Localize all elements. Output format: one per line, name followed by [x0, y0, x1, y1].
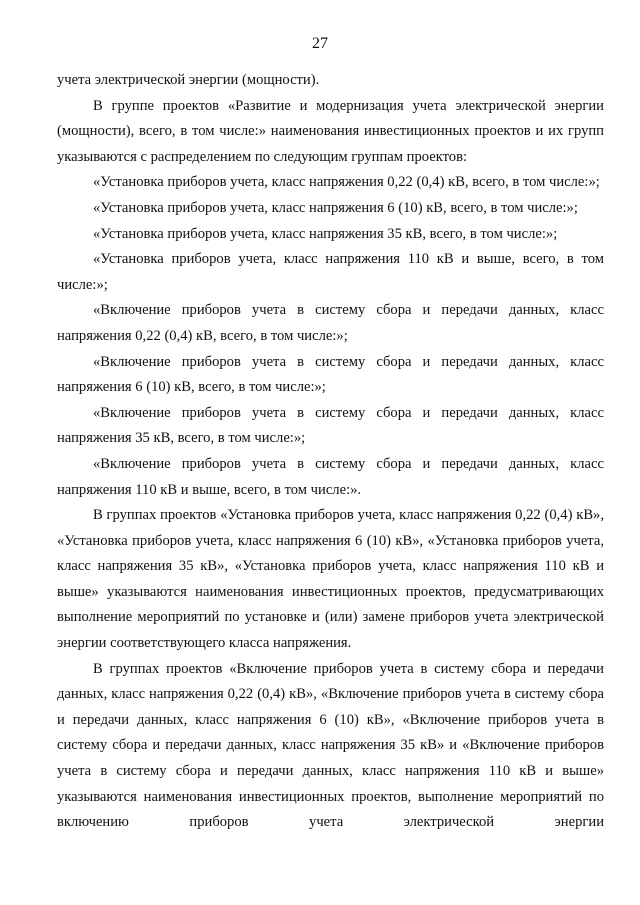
list-item-install-0-22: «Установка приборов учета, класс напряжения 0,22 (0,4) кВ, всего, в том числе:»; — [93, 174, 600, 191]
list-item-include-0-22: «Включение приборов учета в систему сбора и передачи данных, класс напряжения 0,22 (0,4) кВ, всего, в том числе:»; — [57, 302, 604, 344]
document-body — [57, 68, 604, 836]
list-item-install-6-10: «Установка приборов учета, класс напряжения 6 (10) кВ, всего, в том числе:»; — [93, 199, 578, 216]
paragraph-continuation: учета электрической энергии (мощности). — [57, 72, 320, 88]
list-item-install-110: «Установка приборов учета, класс напряжения 110 кВ и выше, всего, в том числе:»; — [57, 251, 604, 293]
paragraph-install-groups: В группах проектов «Установка приборов учета, класс напряжения 0,22 (0,4) кВ», «Установка приборов учета, класс напряжения 6 (10) кВ», «Установка приборов учета, класс напряжения 35 кВ», «Установка приборов учета, класс напряжения 110 кВ и выше» указываются наименования инвестиционных проектов, предусматривающих выполнение мероприятий по установке и (или) замене приборов учета электрической энергии соответствующего класса напряжения. — [57, 507, 604, 652]
paragraph-intro: В группе проектов «Развитие и модернизация учета электрической энергии (мощности), всего, в том числе:» наименования инвестиционных проектов и их групп указываются с распределением по следующим группам проектов: — [57, 97, 604, 165]
page-number: 27 — [312, 35, 328, 52]
list-item-include-35: «Включение приборов учета в систему сбора и передачи данных, класс напряжения 35 кВ, всего, в том числе:»; — [57, 404, 604, 447]
list-item-install-35: «Установка приборов учета, класс напряжения 35 кВ, всего, в том числе:»; — [93, 225, 558, 242]
list-item-include-6-10: «Включение приборов учета в систему сбора и передачи данных, класс напряжения 6 (10) кВ, всего, в том числе:»; — [57, 353, 604, 396]
paragraph-include-groups: В группах проектов «Включение приборов учета в систему сбора и передачи данных, класс напряжения 0,22 (0,4) кВ», «Включение приборов учета в систему сбора и передачи данных, класс напряжения 6 (10) кВ», «Включение приборов учета в систему сбора и передачи данных, класс напряжения 35 кВ» и «Включение приборов учета в систему сбора и передачи данных, класс напряжения 110 кВ и выше» указываются наименования инвестиционных проектов, выполнение мероприятий по включению приборов учета электрической энергии — [57, 660, 604, 831]
list-item-include-110: «Включение приборов учета в систему сбора и передачи данных, класс напряжения 110 кВ и выше, всего, в том числе:». — [57, 455, 604, 498]
